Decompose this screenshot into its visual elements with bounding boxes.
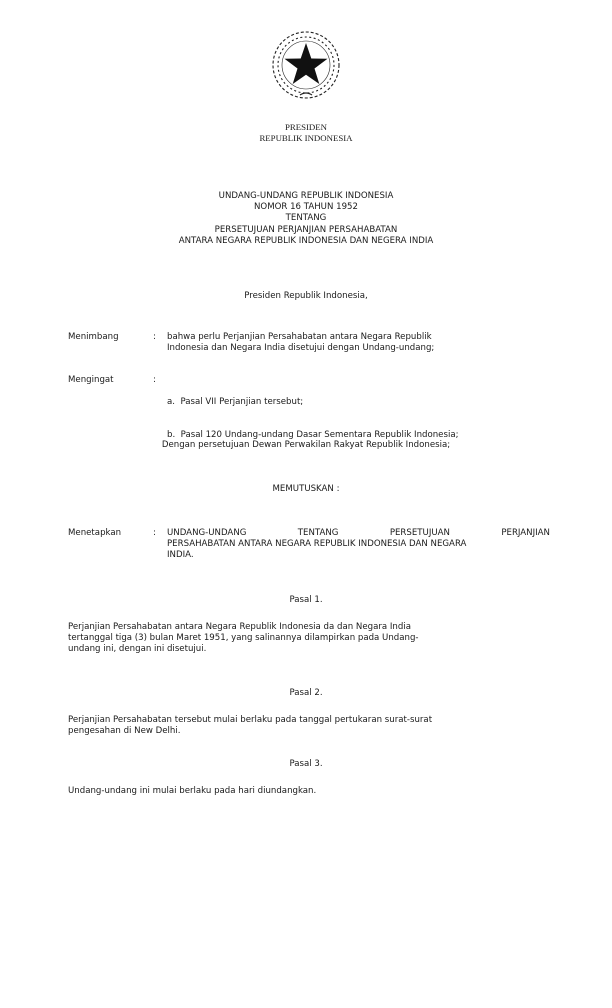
text-line: Undang-undang ini mulai berlaku pada hari diundangkan. [68,786,317,796]
text-line: pengesahan di New Delhi. [68,726,181,736]
text-line: PERSAHABATAN ANTARA NEGARA REPUBLIK INDONESIA DAN NEGARA [167,539,467,549]
list-item: b. Pasal 120 Undang-undang Dasar Sementara Republik Indonesia; [167,430,459,440]
text-line: tertanggal tiga (3) bulan Maret 1951, yang salinannya dilampirkan pada Undang- [68,633,419,643]
document-title [0,191,612,247]
mengingat-label: Mengingat [68,375,114,385]
pasal-2-body [68,715,548,737]
text-line: bahwa perlu Perjanjian Persahabatan antara Negara Republik [167,332,432,342]
title-line: NOMOR 16 TAHUN 1952 [254,202,358,213]
text-line [167,528,550,539]
menimbang-label: Menimbang [68,332,119,342]
letterhead-line1: PRESIDEN [284,122,328,132]
letterhead-line2: REPUBLIK INDONESIA [259,133,353,143]
text-line: Perjanjian Persahabatan antara Negara Republik Indonesia da dan Negara India [68,622,411,632]
menetapkan-text [167,528,550,561]
title-line: TENTANG [285,213,327,224]
title-line: ANTARA NEGARA REPUBLIK INDONESIA DAN NEGERA INDIA [178,235,434,246]
mengingat-colon: : [153,375,156,385]
title-line: UNDANG-UNDANG REPUBLIK INDONESIA [218,191,394,201]
memutuskan-heading: MEMUTUSKAN : [272,484,340,494]
text-line: Indonesia dan Negara India disetujui dengan Undang-undang; [167,343,435,353]
menimbang-text [167,332,434,354]
word: PERSETUJUAN [389,528,450,538]
text-line: INDIA. [167,550,194,560]
pasal-1-heading: Pasal 1. [289,595,323,605]
list-item: a. Pasal VII Perjanjian tersebut; [167,397,304,407]
text-line: undang ini, dengan ini disetujui. [68,644,207,654]
menetapkan-label: Menetapkan [68,528,122,538]
pasal-2-heading: Pasal 2. [289,688,323,698]
pasal-3-heading: Pasal 3. [289,759,323,769]
title-line: PERSETUJUAN PERJANJIAN PERSAHABATAN [214,224,398,235]
menimbang-colon: : [153,332,156,342]
text-line: Perjanjian Persahabatan tersebut mulai berlaku pada tanggal pertukaran surat-surat [68,715,433,725]
word: PERJANJIAN [501,528,550,538]
word: UNDANG-UNDANG [167,528,247,538]
preamble: Presiden Republik Indonesia, [244,291,368,301]
pasal-1-body [68,622,548,655]
presidential-seal-icon [268,27,344,103]
menetapkan-colon: : [153,528,156,538]
pasal-3-body [68,786,548,797]
word: TENTANG [297,528,339,538]
persetujuan-statement: Dengan persetujuan Dewan Perwakilan Rakyat Republik Indonesia; [161,440,451,450]
